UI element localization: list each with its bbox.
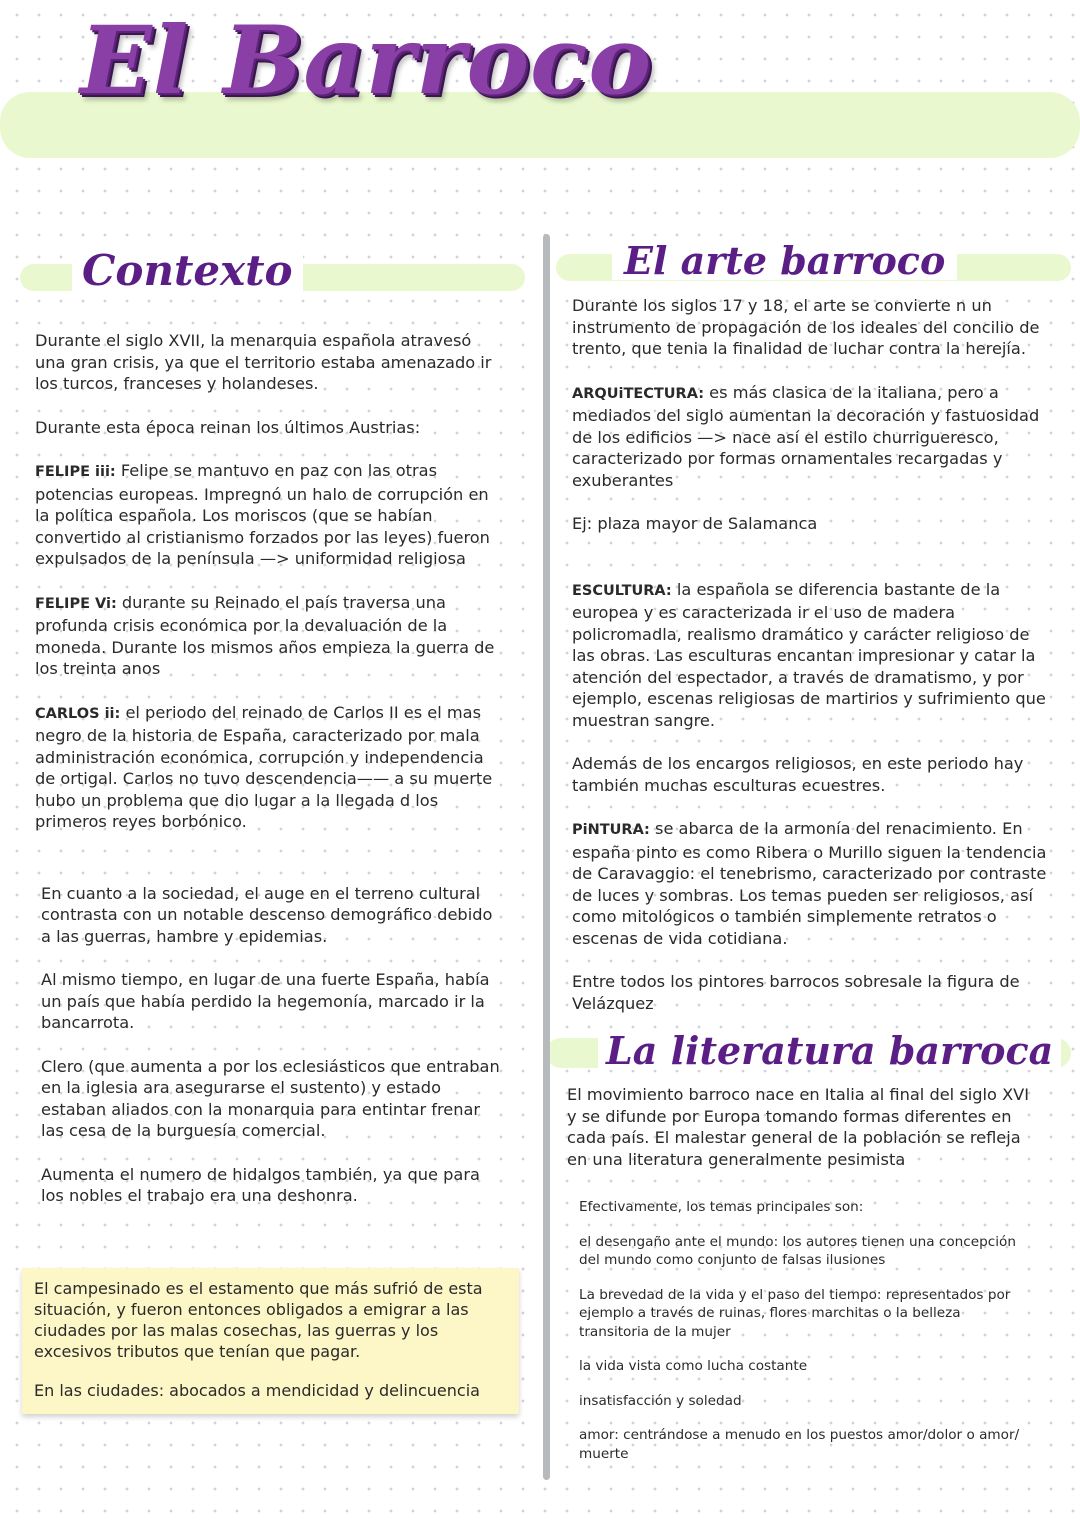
literatura-intro: El movimiento barroco nace en Italia al final del siglo XVI y se difunde por Europa tomando formas diferentes en cada país. El malestar general de la población se refleja en una literatura generalmente pesimista <box>567 1085 1030 1169</box>
tema-item: la vida vista como lucha costante <box>579 1358 808 1374</box>
encargos-paragraph: Además de los encargos religiosos, en este periodo hay también muchas esculturas ecuestres. <box>572 754 1024 795</box>
felipe-iii-end: uniformidad religiosa <box>289 549 466 568</box>
pintura-text: se abarca de la armonía del renacimiento. En españa pinto es como Ribera o Murillo siguen la tendencia de Caravaggio: el tenebrismo, caracterizado por contraste de luces y sombras. Los temas pueden ser religiosos, así como mitológicos o también simplemente retratos o escenas de vida cotidiana. <box>572 819 1047 948</box>
ejemplo-paragraph: Ej: plaza mayor de Salamanca <box>572 514 818 533</box>
carlos-ii-label: CARLOS ii: <box>35 705 121 722</box>
felipe-iii-paragraph <box>35 460 505 570</box>
velazquez-paragraph: Entre todos los pintores barrocos sobresale la figura de Velázquez <box>572 972 1020 1013</box>
arte-intro: Durante los siglos 17 y 18, el arte se convierte n un instrumento de propagación de los ideales del concilio de trento, que tenia la finalidad de luchar contra la herejía. <box>572 296 1040 358</box>
tema-item: amor: centrándose a menudo en los puestos amor/dolor o amor/ muerte <box>579 1427 1020 1462</box>
ciudades-text: En las ciudades: abocados a mendicidad y delincuencia <box>34 1381 480 1400</box>
tema-item: el desengaño ante el mundo: los autores tienen una concepción del mundo como conjunto de falsas ilusiones <box>579 1233 1016 1268</box>
literatura-column <box>567 1084 1037 1479</box>
tema-item: La brevedad de la vida y el paso del tiempo: representados por ejemplo a través de ruinas, flores marchitas o la belleza transitoria de la mujer <box>579 1286 1011 1340</box>
carlos-ii-paragraph <box>35 702 505 833</box>
arquitectura-text: es más clasica de la italiana, pero a mediados del siglo aumentan la decoración y fastuosidad de los edificios <box>572 382 1040 447</box>
arrow-icon: —> <box>259 549 290 568</box>
page-title: El Barroco <box>80 6 653 116</box>
pintura-label: PiNTURA: <box>572 822 650 838</box>
contexto-intro: Durante el siglo XVII, la menarquia española atravesó una gran crisis, ya que el territorio estaba amenazado ir los turcos, franceses y holandeses. <box>35 331 492 393</box>
pintura-paragraph <box>572 818 1057 949</box>
felipe-iii-text: Felipe se mantuvo en paz con las otras potencias europeas. Impregnó un halo de corrupción en la política española. Los moriscos (que se habían convertido al cristianismo forzados por las leyes) fueron expulsados de la península <box>35 461 490 568</box>
felipe-iv-label: FELIPE Vi: <box>35 595 117 612</box>
clero-paragraph: Clero (que aumenta a por los eclesiásticos que entraban en la iglesia ara asegurarse el sustento) y estado estaban aliados con la monarquia para entintar frenar las cesa de la burguesía comercial. <box>41 1056 500 1140</box>
carlos-ii-text: el periodo del reinado de Carlos II es el mas negro de la historia de España, caracterizado por mala administración económica, corrupción y independencia de ortigal. Carlos no tuvo descendencia <box>35 702 484 788</box>
escultura-text: la española se diferencia bastante de la europea y es caracterizada ir el uso de madera policromadla, realismo dramático y carácter religioso de las obras. Las esculturas encantan impresionar y catar la atención del espectador, a través de dramatismo, y por ejemplo, escenas religiosas de martirios y sufrimiento que muestran sangre. <box>572 579 1046 730</box>
literatura-heading: La literatura barroca <box>598 1032 1061 1070</box>
campesinado-text: El campesinado es el estamento que más sufrió de esta situación, y fueron entonces obligados a emigrar a las ciudades por las malas cosechas, las guerras y los excesivos tributos que tenían que pagar. <box>34 1279 483 1361</box>
felipe-iv-text: durante su Reinado el país traversa una profunda crisis económica por la devaluación de la moneda. Durante los mismos años empieza la guerra de los treinta anos <box>35 592 495 678</box>
tema-item: insatisfacción y soledad <box>579 1392 742 1409</box>
contexto-column <box>35 330 505 1229</box>
sociedad-paragraph: En cuanto a la sociedad, el auge en el terreno cultural contrasta con un notable descenso demográfico debido a las guerras, hambre y epidemias. <box>41 883 493 946</box>
column-divider <box>543 234 550 1480</box>
escultura-label: ESCULTURA: <box>572 582 672 599</box>
escultura-paragraph <box>572 579 1057 732</box>
carlos-ii-end: a su muerte hubo un problema que dio lugar a la llegada d los primeros reyes borbónico. <box>35 769 493 831</box>
felipe-iii-label: FELIPE iii: <box>35 464 116 480</box>
arquitectura-end: nace así el estilo churrigueresco, caracterizado por formas ornamentales recargadas y exuberantes <box>572 427 1003 490</box>
contexto-austrias: Durante esta época reinan los últimos Austrias: <box>35 417 421 437</box>
arrow-icon: —> <box>697 427 727 447</box>
temas-intro: Efectivamente, los temas principales son: <box>579 1199 864 1215</box>
dash-icon: —— <box>356 769 390 788</box>
hidalgos-paragraph: Aumenta el numero de hidalgos también, ya que para los nobles el trabajo era una deshonra. <box>41 1164 480 1205</box>
arquitectura-paragraph <box>572 382 1057 492</box>
felipe-iv-paragraph <box>35 592 505 680</box>
mismo-tiempo-paragraph: Al mismo tiempo, en lugar de una fuerte España, había un país que había perdido la hegemonía, marcado ir la bancarrota. <box>41 970 490 1032</box>
arte-column <box>572 295 1057 1036</box>
contexto-heading: Contexto <box>72 250 303 292</box>
arte-heading: El arte barroco <box>612 242 957 280</box>
arquitectura-label: ARQUiTECTURA: <box>572 385 705 402</box>
campesinado-note <box>22 1268 519 1414</box>
